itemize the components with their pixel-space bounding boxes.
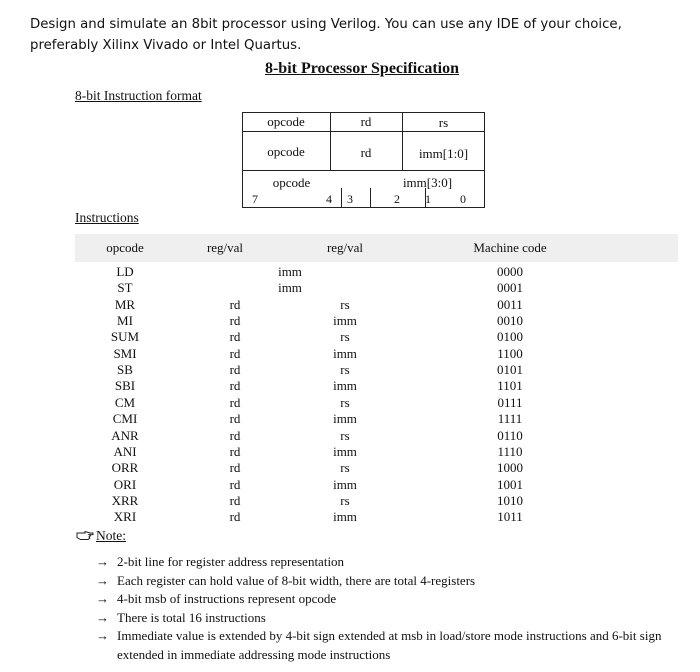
cell-imm: imm [278,280,302,296]
cell-reg-1: rd [229,476,241,492]
cell-machine-code: 1110 [497,443,523,459]
cell-reg-1: rd [229,509,241,525]
format-cell: opcode [267,144,305,159]
arrow-icon: → [96,609,109,625]
format-cell: rs [438,115,449,130]
cell-machine-code: 1010 [497,492,523,508]
cell-reg-2: rs [340,460,350,476]
cell-machine-code: 1000 [497,460,523,476]
table-row [75,378,678,394]
bit-label: 0 [460,192,466,206]
cell-reg-2: rs [340,427,350,443]
cell-reg-2: rs [340,296,350,312]
bit-label: 7 [252,192,258,206]
table-row [75,362,678,378]
cell-machine-code: 0110 [497,427,523,443]
note-item: → There is total 16 instructions [96,609,686,628]
cell-opcode: LD [116,264,134,279]
instruction-format-diagram [242,112,485,209]
table-row [75,411,678,427]
cell-imm: imm [278,264,302,279]
format-cell: rd [360,145,372,160]
header-machine-code: Machine code [473,240,547,255]
table-row [75,313,678,329]
cell-reg-2: imm [333,411,357,427]
table-row [75,460,678,476]
cell-reg-1: rd [229,313,241,329]
spec-title: 8-bit Processor Specification [264,60,460,77]
cell-opcode: ST [117,280,133,296]
cell-opcode: XRR [111,492,139,508]
table-row [75,346,678,362]
cell-opcode: ANR [111,427,139,443]
arrow-icon: → [96,628,109,643]
cell-opcode: XRI [113,509,137,525]
cell-reg-2: imm [333,509,357,525]
format-cell: opcode [272,175,311,190]
header-reg-val-1: reg/val [206,240,244,255]
cell-reg-1: rd [229,296,241,312]
intro-text: Design and simulate an 8bit processor using Verilog. You can use any IDE of your choice, preferably Xilinx Vivado or Intel Quartus. [30,17,622,53]
cell-reg-1: rd [229,329,241,345]
cell-opcode: CMI [112,411,138,427]
header-opcode: opcode [106,240,144,255]
note-item: → Immediate value is extended by 4-bit sign extended at msb in load/store mode instructions and 6-bit sign extended in immediate addressing mode instructions [96,628,662,662]
cell-opcode: ORR [111,460,139,476]
table-row [75,280,678,296]
cell-reg-2: rs [340,492,350,508]
cell-machine-code: 0000 [497,264,523,279]
note-label: Note: [96,528,126,543]
cell-reg-1: rd [229,427,241,443]
note-item: → Each register can hold value of 8-bit width, there are total 4-registers [96,572,686,591]
cell-machine-code: 0001 [497,280,523,296]
cell-reg-2: imm [333,476,357,492]
cell-reg-1: rd [229,460,241,476]
format-cell: imm[3:0] [402,175,453,190]
cell-reg-2: rs [340,329,350,345]
cell-machine-code: 1100 [497,345,523,361]
cell-reg-2: imm [333,378,357,394]
cell-machine-code: 0101 [497,362,523,378]
cell-reg-1: rd [229,411,241,427]
cell-opcode: SMI [113,345,137,361]
note-heading [76,528,126,544]
format-cell: rd [360,114,372,129]
cell-opcode: MR [114,296,136,312]
cell-reg-2: imm [333,345,357,361]
cell-reg-1: rd [229,492,241,508]
arrow-icon: → [96,591,109,606]
format-cell: opcode [267,114,305,129]
bit-label: 3 [347,192,353,206]
cell-machine-code: 1001 [497,476,523,492]
note-item: → 2-bit line for register address representation [96,553,686,572]
cell-opcode: SB [117,362,133,378]
table-row [75,509,678,525]
cell-opcode: ANI [113,443,137,459]
instructions-label: Instructions [75,210,139,225]
cell-reg-1: rd [229,394,241,410]
cell-reg-1: rd [229,345,241,361]
table-row [75,297,678,313]
cell-machine-code: 0010 [497,313,523,329]
cell-machine-code: 1011 [497,509,523,525]
format-cell: imm[1:0] [418,146,469,161]
cell-reg-2: rs [340,362,350,378]
table-row [75,477,678,493]
cell-machine-code: 0011 [497,296,523,312]
cell-opcode: MI [117,313,133,329]
arrow-icon: → [96,554,109,569]
note-item: → 4-bit msb of instructions represent opcode [96,590,686,609]
cell-reg-2: imm [333,313,357,329]
bit-label: 1 [425,192,431,206]
cell-reg-2: rs [340,394,350,410]
cell-machine-code: 1101 [497,378,523,394]
cell-opcode: SBI [114,378,136,394]
table-row [75,264,678,280]
header-reg-val-2: reg/val [326,240,364,255]
cell-machine-code: 0100 [497,329,523,345]
notes-list [96,553,686,664]
cell-opcode: CM [114,394,136,410]
cell-reg-2: imm [333,443,357,459]
bit-label: 4 [326,192,332,206]
cell-machine-code: 0111 [497,394,523,410]
cell-reg-1: rd [229,378,241,394]
pointing-hand-icon [76,529,94,541]
table-row [75,493,678,509]
table-row [75,444,678,460]
cell-reg-1: rd [229,362,241,378]
cell-opcode: ORI [113,476,137,492]
cell-reg-1: rd [229,443,241,459]
format-label: 8-bit Instruction format [75,88,202,103]
cell-opcode: SUM [110,329,140,345]
arrow-icon: → [96,572,109,588]
instructions-table-header [75,234,678,262]
table-row [75,395,678,411]
cell-machine-code: 1111 [497,411,523,427]
bit-label: 2 [394,192,400,206]
table-row [75,428,678,444]
table-row [75,329,678,345]
